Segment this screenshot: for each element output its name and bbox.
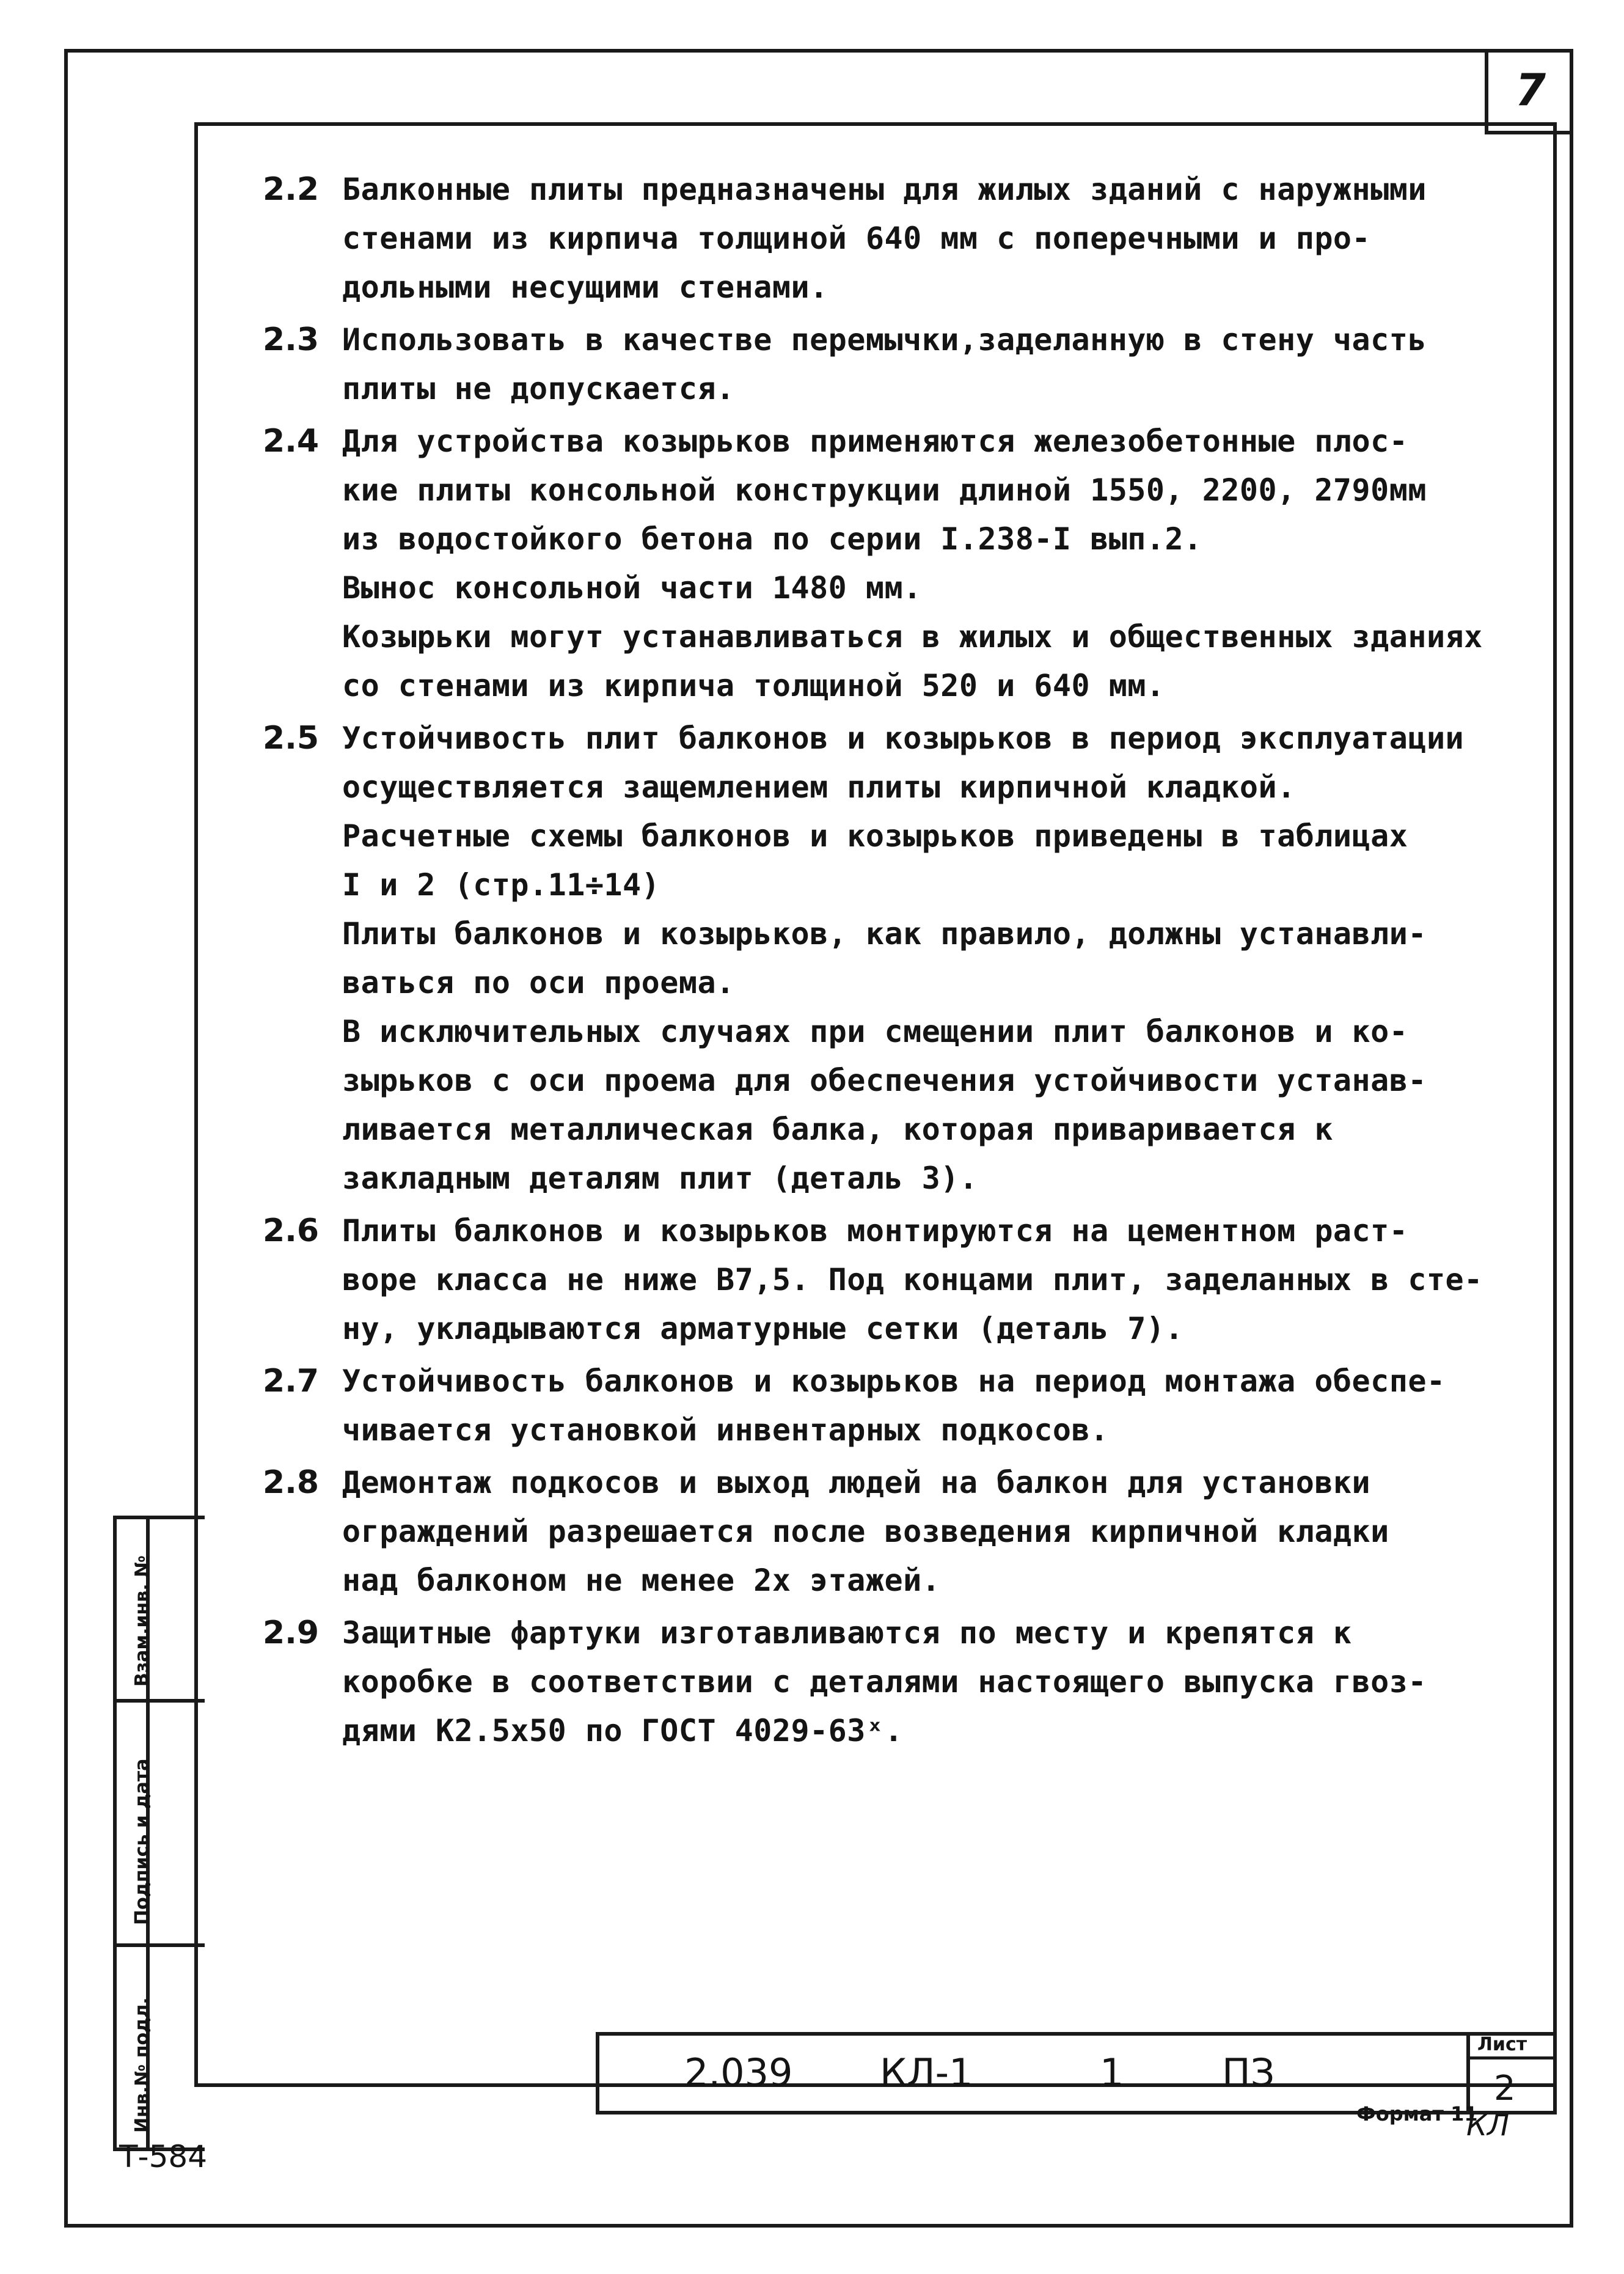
section-text-line: чивается установкой инвентарных подкосов.	[342, 1412, 1109, 1448]
side-stamp-divider	[113, 1943, 205, 1947]
format-label: Формат 11	[1356, 2102, 1478, 2125]
section-text-line: коробке в соответствии с деталями настоящего выпуска гвоз-	[342, 1664, 1427, 1700]
section-number: 2.7	[263, 1363, 320, 1399]
section-text-line: воре класса не ниже B7,5. Под концами плит, заделанных в сте-	[342, 1262, 1483, 1297]
section-text-line: закладным деталям плит (деталь 3).	[342, 1161, 978, 1196]
sheet-number: 2	[1494, 2069, 1516, 2108]
section-text-line: Плиты балконов и козырьков, как правило, должны устанавли-	[342, 916, 1427, 952]
page-number: 7	[1515, 64, 1546, 116]
section-text-line: ограждений разрешается после возведения кирпичной кладки	[342, 1514, 1389, 1549]
section-text-line: Для устройства козырьков применяются железобетонные плос-	[342, 424, 1408, 459]
section-text-line: Использовать в качестве перемычки,заделанную в стену часть	[342, 322, 1427, 358]
side-label-podpis: Подпись и дата	[131, 1758, 153, 1925]
inventory-code: Т-584	[119, 2139, 208, 2174]
section-text-line: Устойчивость балконов и козырьков на период монтажа обеспе-	[342, 1363, 1446, 1399]
doc-code: 2.039	[684, 2050, 793, 2095]
doc-series: КЛ-1	[880, 2050, 973, 2095]
section-text-line: ну, укладываются арматурные сетки (деталь 7).	[342, 1311, 1184, 1346]
section-text-line: дями К2.5х50 по ГОСТ 4029-63ˣ.	[342, 1713, 904, 1748]
section-number: 2.5	[263, 720, 320, 757]
section-2-3	[263, 315, 1521, 413]
section-text-line: со стенами из кирпича толщиной 520 и 640 мм.	[342, 668, 1165, 703]
title-block-sheet-divider	[1466, 2056, 1557, 2059]
section-text-line: Балконные плиты предназначены для жилых зданий с наружными	[342, 172, 1427, 207]
section-text-line: В исключительных случаях при смещении плит балконов и ко-	[342, 1014, 1408, 1049]
section-number: 2.3	[263, 321, 320, 358]
doc-type: ПЗ	[1222, 2050, 1275, 2095]
side-label-vzam: Взам.инв. №	[131, 1555, 153, 1687]
section-2-6	[263, 1206, 1521, 1353]
section-2-9	[263, 1608, 1521, 1755]
section-text-line: Козырьки могут устанавливаться в жилых и общественных зданиях	[342, 619, 1483, 655]
section-text-line: из водостойкого бетона по серии I.238-I вып.2.	[342, 521, 1202, 557]
section-text-line: дольными несущими стенами.	[342, 270, 828, 305]
section-2-5	[263, 714, 1521, 1203]
section-text-line: зырьков с оси проема для обеспечения устойчивости устанав-	[342, 1063, 1427, 1098]
section-number: 2.8	[263, 1464, 320, 1501]
section-2-2	[263, 165, 1521, 312]
section-number: 2.6	[263, 1212, 320, 1249]
section-text-line: I и 2 (стр.11÷14)	[342, 867, 660, 903]
section-text-line: Вынос консольной части 1480 мм.	[342, 570, 922, 606]
section-text-line: осуществляется защемлением плиты кирпичной кладкой.	[342, 769, 1296, 805]
section-text-line: над балконом не менее 2х этажей.	[342, 1563, 941, 1598]
section-text-line: Демонтаж подкосов и выход людей на балкон для установки	[342, 1465, 1371, 1500]
side-label-inv: Инв.№ подл.	[131, 1997, 153, 2133]
section-text-line: стенами из кирпича толщиной 640 мм с поперечными и про-	[342, 221, 1371, 256]
section-text-line: плиты не допускается.	[342, 371, 735, 406]
section-number: 2.4	[263, 423, 320, 460]
section-text-line: ливается металлическая балка, которая приваривается к	[342, 1112, 1333, 1147]
doc-issue: 1	[1100, 2050, 1124, 2095]
section-text-line: ваться по оси проема.	[342, 965, 735, 1000]
section-2-8	[263, 1458, 1521, 1605]
section-text-line: Расчетные схемы балконов и козырьков приведены в таблицах	[342, 818, 1408, 854]
section-number: 2.2	[263, 171, 320, 208]
section-text-line: кие плиты консольной конструкции длиной 1550, 2200, 2790мм	[342, 472, 1427, 508]
side-stamp-divider	[113, 1699, 205, 1703]
section-text-line: Устойчивость плит балконов и козырьков в период эксплуатации	[342, 721, 1465, 756]
sheet-label: Лист	[1477, 2034, 1527, 2055]
document-body	[263, 165, 1521, 1759]
format-handwritten: КЛ	[1466, 2108, 1510, 2143]
section-2-4	[263, 417, 1521, 710]
section-2-7	[263, 1357, 1521, 1454]
section-number: 2.9	[263, 1615, 320, 1651]
section-text-line: Плиты балконов и козырьков монтируются на цементном раст-	[342, 1213, 1408, 1249]
section-text-line: Защитные фартуки изготавливаются по месту и крепятся к	[342, 1615, 1352, 1651]
